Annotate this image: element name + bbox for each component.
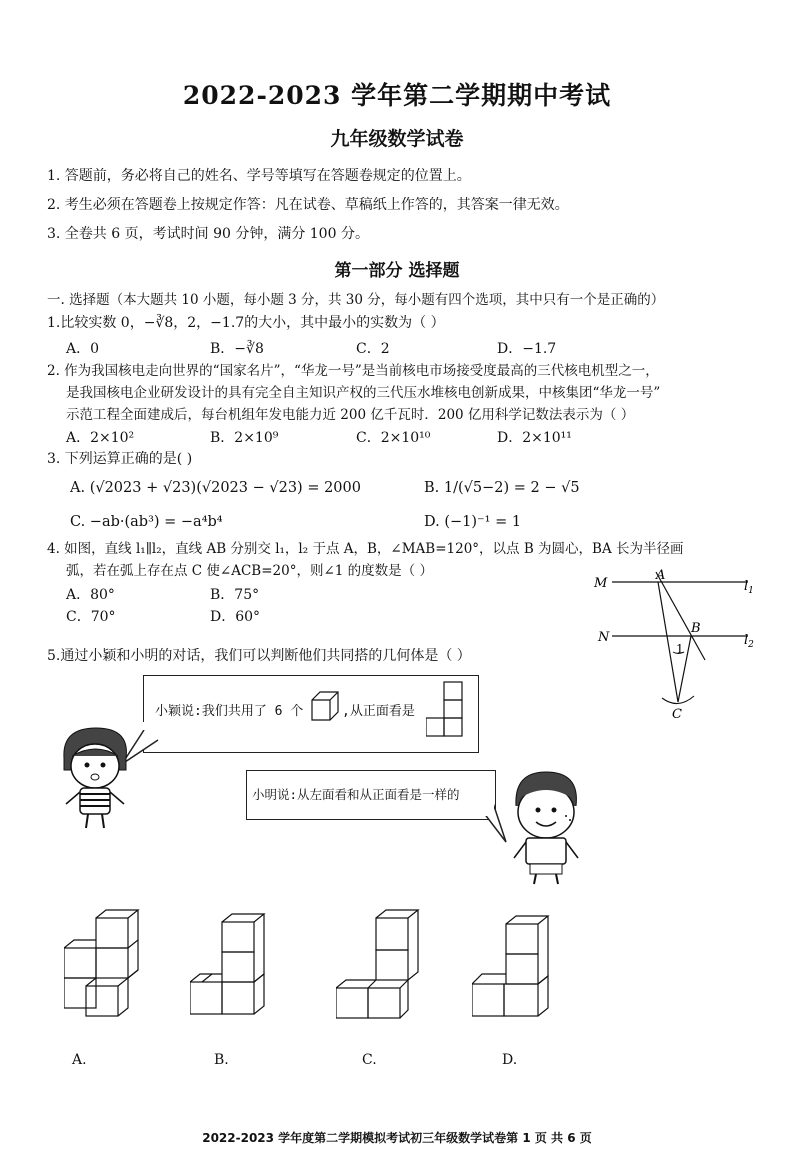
note-2: 2. 考生必须在答题卷上按规定作答：凡在试卷、草稿纸上作答的，其答案一律无效。 — [47, 197, 569, 213]
q2-option-c: C．2×10¹⁰ — [356, 430, 431, 446]
q4-line-2: 弧，若在弧上存在点 C 使∠ACB=20°，则∠1 的度数是（ ） — [66, 563, 433, 579]
q3-option-b: B. 1/(√5−2) = 2 − √5 — [424, 480, 580, 496]
q5-solid-b — [190, 912, 270, 1022]
q4-option-d: D．60° — [210, 609, 261, 625]
xiaoying-speech-part2: ,从正面看是 — [342, 704, 415, 719]
cube-icon — [310, 690, 340, 724]
q3-option-a: A. (√2023 + √23)(√2023 − √23) = 2000 — [70, 480, 361, 496]
q2-option-a: A．2×10² — [66, 430, 135, 446]
q1-option-d: D．−1.7 — [497, 341, 557, 357]
xiaoying-speech-part1: 小颖说:我们共用了 6 个 — [155, 704, 304, 719]
q1-stem: 1.比较实数 0，−∛8，2，−1.7的大小，其中最小的实数为（ ） — [47, 315, 445, 331]
label-angle-1: 1 — [676, 642, 684, 656]
boy-cartoon-icon — [500, 766, 590, 888]
label-l2: $l_2$ — [744, 633, 754, 650]
label-m: M — [594, 576, 608, 591]
section-instructions: 一. 选择题（本大题共 10 小题，每小题 3 分，共 30 分，每小题有四个选项，其中只有一个是正确的） — [47, 292, 665, 308]
q1-option-b: B．−∛8 — [210, 341, 264, 357]
q5-option-a-label: A. — [72, 1052, 87, 1068]
xiaoming-speech: 小明说:从左面看和从正面看是一样的 — [252, 787, 460, 802]
q4-line-1: 4. 如图，直线 l₁∥l₂，直线 AB 分别交 l₁，l₂ 于点 A，B，∠MAB=120°，以点 B 为圆心，BA 长为半径画 — [47, 541, 684, 557]
q5-option-d-label: D. — [502, 1052, 518, 1068]
label-n: N — [598, 630, 610, 645]
q2-line-1: 2. 作为我国核电走向世界的“国家名片”，“华龙一号”是当前核电市场接受度最高的三代核电机型之一， — [47, 363, 659, 379]
label-b: B — [691, 621, 701, 636]
exam-subtitle: 九年级数学试卷 — [330, 128, 464, 150]
label-c: C — [672, 707, 682, 722]
front-view-icon — [426, 680, 466, 742]
q5-solid-d — [472, 914, 562, 1024]
q1-option-a: A．0 — [66, 341, 100, 357]
label-a: A — [656, 568, 666, 583]
exam-title: 2022-2023 学年第二学期期中考试 — [182, 81, 612, 110]
q5-stem: 5.通过小颖和小明的对话，我们可以判断他们共同搭的几何体是（ ） — [47, 648, 471, 664]
q4-option-c: C．70° — [66, 609, 116, 625]
q5-option-b-label: B. — [214, 1052, 229, 1068]
q3-option-d: D. (−1)⁻¹ = 1 — [424, 514, 522, 530]
q5-solid-a — [64, 904, 154, 1020]
q1-option-c: C．2 — [356, 341, 390, 357]
section-title: 第一部分 选择题 — [334, 261, 460, 281]
page-footer: 2022-2023 学年度第二学期模拟考试初三年级数学试卷第 1 页 共 6 页 — [202, 1131, 592, 1145]
q2-line-2: 是我国核电企业研发设计的具有完全自主知识产权的三代压水堆核电创新成果，中核集团“华龙一号” — [66, 385, 661, 401]
q3-option-c: C. −ab·(ab³) = −a⁴b⁴ — [70, 514, 223, 530]
label-l1: $l_1$ — [744, 579, 754, 596]
q4-geometry-figure — [590, 566, 770, 722]
q2-line-3: 示范工程全面建成后，每台机组年发电能力近 200 亿千瓦时．200 亿用科学记数法表示为（ ） — [66, 407, 635, 423]
segment-ac — [658, 582, 678, 702]
note-3: 3. 全卷共 6 页，考试时间 90 分钟，满分 100 分。 — [47, 226, 369, 242]
q5-option-c-label: C. — [362, 1052, 377, 1068]
note-1: 1. 答题前，务必将自己的姓名、学号等填写在答题卷规定的位置上。 — [47, 168, 471, 184]
q2-option-b: B．2×10⁹ — [210, 430, 279, 446]
q5-solid-c — [336, 908, 426, 1022]
q4-option-b: B．75° — [210, 587, 260, 603]
girl-cartoon-icon — [52, 720, 142, 832]
q2-option-d: D．2×10¹¹ — [497, 430, 572, 446]
q4-option-a: A．80° — [66, 587, 115, 603]
q3-stem: 3. 下列运算正确的是( ) — [47, 451, 193, 467]
